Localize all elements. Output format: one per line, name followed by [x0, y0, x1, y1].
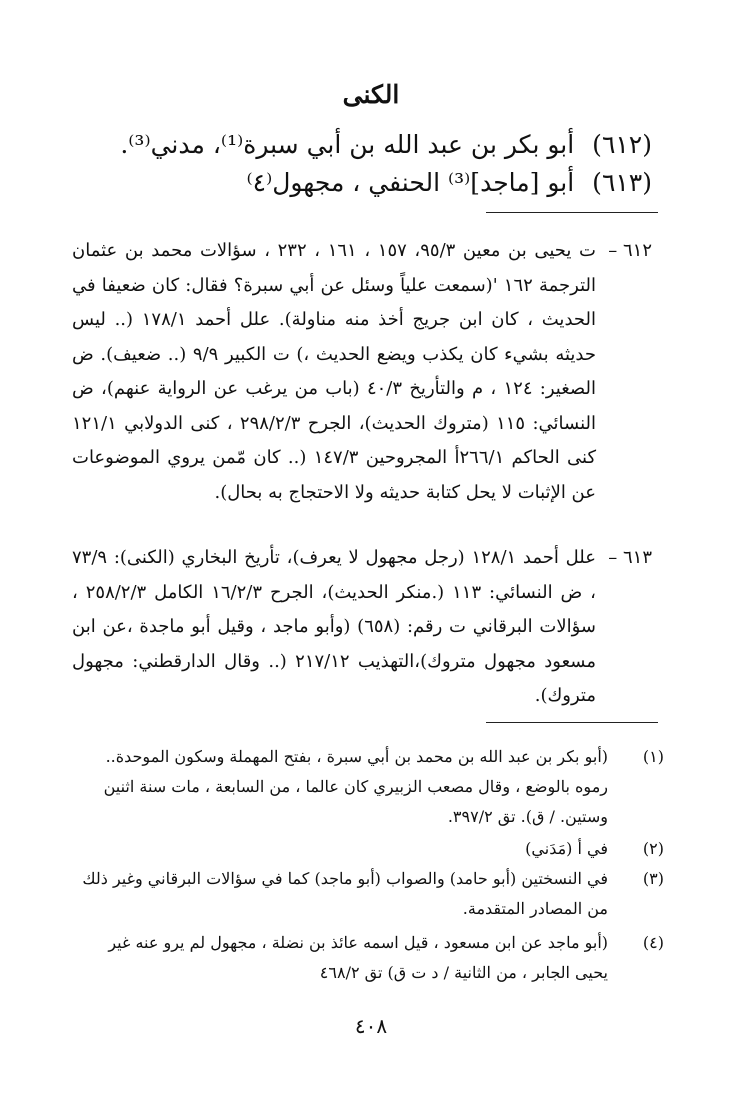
footnote-4	[72, 928, 664, 988]
page-title: الكنى	[342, 80, 400, 109]
heading-text: أبو [ماجد]⁽³⁾ الحنفي ، مجهول⁽٤⁾	[246, 168, 575, 197]
footnote-label: (٤)	[642, 933, 664, 952]
heading-612	[60, 128, 652, 162]
footnote-text: في النسختين (أبو حامد) والصواب (أبو ماجد) كما في سؤالات البرقاني وغير ذلك من المصادر المتقدمة.	[82, 869, 608, 918]
heading-613	[60, 166, 652, 200]
heading-number: (٦١٣)	[592, 168, 652, 197]
entry-612	[72, 234, 652, 510]
entry-text: علل أحمد ١٢٨/١ (رجل مجهول لا يعرف)، تأريخ البخاري (الكنى): ٧٣/٩ ، ض النسائي: ١١٣ (.منكر الحديث)، الجرح ١٦/٢/٣ الكامل ٢٥٨/٢/٣ ، سؤالات البرقاني ت رقم: (٦٥٨) (وأبو ماجد ، وقيل أبو ماجدة ،عن ابن مسعود مجهول متروك)،التهذيب ٢١٧/١٢ (.. وقال الدارقطني: مجهول متروك).	[72, 547, 596, 706]
heading-number: (٦١٢)	[592, 130, 652, 159]
entry-label: ٦١٢ –	[608, 240, 652, 261]
footnote-label: (٣)	[642, 869, 664, 888]
footnote-1	[72, 742, 664, 832]
entry-613	[72, 541, 652, 714]
footnote-text: (أبو ماجد عن ابن مسعود ، قيل اسمه عائذ بن نضلة ، مجهول لم يرو عنه غير يحيى الجابر ، من الثانية / د ت ق) تق ٤٦٨/٢	[108, 933, 608, 982]
footnote-label: (١)	[642, 747, 664, 766]
entry-text: ت يحيى بن معين ٩٥/٣، ١٥٧ ، ١٦١ ، ٢٣٢ ، سؤالات محمد بن عثمان الترجمة ١٦٢ '(سمعت علياً وسئل عن أبي سبرة؟ فقال: كان ضعيفا في الحديث ، كان ابن جريج أخذ منه مناولة). علل أحمد ١٧٨/١ (.. ليس حديثه بشيء كان يكذب ويضع الحديث ،) ت الكبير ٩/٩ (.. ضعيف). ض الصغير: ١٢٤ ، م والتأريخ ٤٠/٣ (باب من يرغب عن الرواية عنهم)، ض النسائي: ١١٥ (متروك الحديث)، الجرح ٢٩٨/٢/٣ ، كنى الدولابي ١٢١/١ كنى الحاكم ٢٦٦/١أ المجروحين ١٤٧/٣ (.. كان مّمن يروي الموضوعات عن الإثبات لا يحل كتابة حديثه ولا الاحتجاج به بحال).	[72, 240, 597, 503]
footnote-label: (٢)	[642, 839, 664, 858]
footnote-2	[72, 834, 664, 864]
footnote-divider	[486, 722, 658, 723]
entry-label: ٦١٣ –	[608, 547, 652, 568]
footnote-text: (أبو بكر بن عبد الله بن محمد بن أبي سبرة ، بفتح المهملة وسكون الموحدة.. رموه بالوضع ، وقال مصعب الزبيري كان عالما ، من السابعة ، مات سنة اثنين وستين. / ق). تق ٣٩٧/٢.	[103, 747, 608, 826]
footnote-text: في أ (مَدَني)	[525, 839, 608, 858]
heading-text: أبو بكر بن عبد الله بن أبي سبرة⁽¹⁾، مدني⁽³⁾.	[120, 130, 575, 159]
footnote-3	[72, 864, 664, 924]
page-number: ٤٠٨	[354, 1014, 388, 1038]
header-divider	[486, 212, 658, 213]
